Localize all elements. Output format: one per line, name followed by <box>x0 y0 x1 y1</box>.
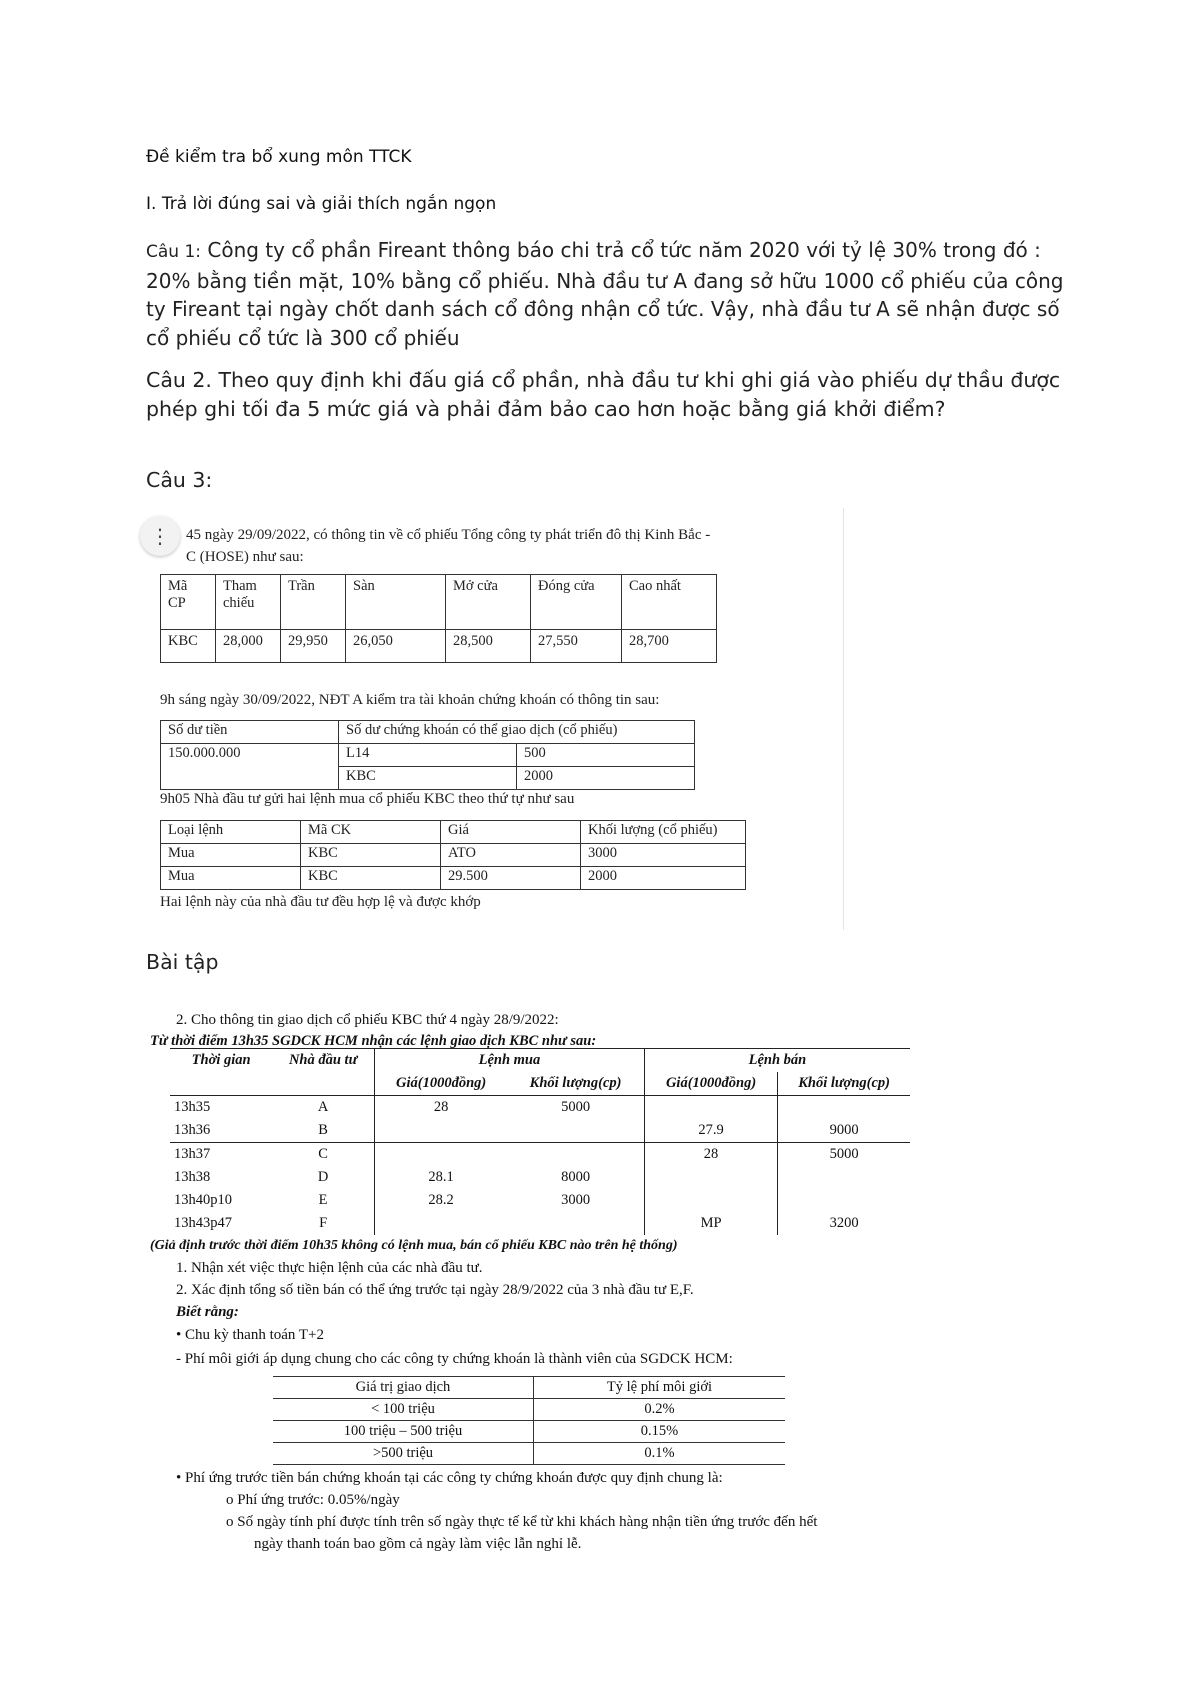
table-cell: 27.9 <box>644 1119 777 1143</box>
question-3-image <box>146 508 846 930</box>
exercise-bullet: - Phí môi giới áp dụng chung cho các công ty chứng khoán là thành viên của SGDCK HCM: <box>176 1351 733 1367</box>
table-cell: B <box>272 1119 374 1143</box>
table-cell <box>644 1096 777 1120</box>
table-cell: 2000 <box>581 867 746 890</box>
exercise-task-1: 1. Nhận xét việc thực hiện lệnh của các nhà đầu tư. <box>176 1260 483 1276</box>
table-cell: 150.000.000 <box>161 744 339 790</box>
table-cell <box>507 1119 644 1143</box>
exercise-subbullet: o Số ngày tính phí được tính trên số ngày thực tế kể từ khi khách hàng nhận tiền ứng trước đến hết <box>226 1514 818 1530</box>
image-edge <box>843 508 844 930</box>
kebab-menu-icon[interactable]: ⋮ <box>140 516 180 556</box>
table-header: Sàn <box>346 575 446 630</box>
table-cell <box>644 1166 777 1189</box>
table-header: Giá <box>441 821 581 844</box>
table-header: Số dư chứng khoán có thể giao dịch (cổ phiếu) <box>339 721 695 744</box>
table-cell: KBC <box>301 867 441 890</box>
question-2: Câu 2. Theo quy định khi đấu giá cổ phần, nhà đầu tư khi ghi giá vào phiếu dự thầu được phép ghi tối đa 5 mức giá và phải đảm bảo cao hơn hoặc bằng giá khởi điểm? <box>146 368 1061 421</box>
table-cell: 28,700 <box>622 630 717 663</box>
table-cell: Mua <box>161 844 301 867</box>
table-header: Lệnh mua <box>374 1049 644 1073</box>
table-header: Giá(1000đồng) <box>644 1072 777 1096</box>
table-cell: ATO <box>441 844 581 867</box>
order-book-table <box>170 1048 910 1235</box>
table-cell: 27,550 <box>531 630 622 663</box>
table-cell: A <box>272 1096 374 1120</box>
table-cell: 5000 <box>507 1096 644 1120</box>
table-header: Giá(1000đồng) <box>395 1075 487 1091</box>
exercise-subbullet: o Phí ứng trước: 0.05%/ngày <box>226 1492 400 1508</box>
table-cell <box>507 1212 644 1235</box>
table-cell: 100 triệu – 500 triệu <box>273 1421 534 1443</box>
table-cell: F <box>272 1212 374 1235</box>
table-cell: 28.2 <box>428 1192 454 1208</box>
table-cell: D <box>272 1166 374 1189</box>
table-cell <box>374 1143 507 1167</box>
table-cell: 13h35 <box>174 1099 211 1115</box>
table-cell: 28 <box>433 1099 449 1115</box>
table-cell <box>374 1212 507 1235</box>
exercise-heading: 2. Cho thông tin giao dịch cổ phiếu KBC thứ 4 ngày 28/9/2022: <box>176 1012 559 1028</box>
question-1-label: Câu 1: <box>146 242 202 262</box>
image-intro-line: C (HOSE) như sau: <box>186 549 304 565</box>
table-cell: 13h38 <box>174 1169 211 1185</box>
table-header: Tham chiếu <box>216 575 281 630</box>
order-table <box>160 820 746 890</box>
table-header: Số dư tiền <box>161 721 339 744</box>
table-header: Cao nhất <box>622 575 717 630</box>
table-cell: 500 <box>517 744 695 767</box>
table-cell: 0.1% <box>534 1443 786 1465</box>
table-cell: 2000 <box>517 767 695 790</box>
table-cell: 13h40p10 <box>174 1192 232 1208</box>
table-cell: >500 triệu <box>273 1443 534 1465</box>
table-cell: 13h37 <box>174 1146 211 1162</box>
table-cell: MP <box>644 1212 777 1235</box>
table-cell: 28 <box>644 1143 777 1167</box>
table-header: Tỷ lệ phí môi giới <box>534 1377 786 1399</box>
table-cell: < 100 triệu <box>273 1399 534 1421</box>
table-cell <box>778 1166 910 1189</box>
table-cell: 13h43p47 <box>174 1215 232 1231</box>
broker-fee-table <box>273 1376 785 1465</box>
table-header: Lệnh bán <box>748 1052 807 1068</box>
table-cell <box>507 1143 644 1167</box>
table-header: Đóng cửa <box>531 575 622 630</box>
account-table <box>160 720 695 790</box>
table-cell: C <box>272 1143 374 1167</box>
table-cell: 3000 <box>581 844 746 867</box>
table-cell: 28,500 <box>446 630 531 663</box>
table-cell <box>778 1189 910 1212</box>
document-title: Đề kiểm tra bổ xung môn TTCK <box>146 147 412 167</box>
table-header: Mã CP <box>161 575 216 630</box>
table-cell: 28,000 <box>216 630 281 663</box>
table-cell: 3200 <box>829 1215 859 1231</box>
image-caption: Hai lệnh này của nhà đầu tư đều hợp lệ và được khớp <box>160 894 481 910</box>
table-cell <box>374 1119 507 1143</box>
exercise-note: (Giả định trước thời điểm 10h35 không có lệnh mua, bán cổ phiếu KBC nào trên hệ thống) <box>150 1238 678 1253</box>
question-1-text: Công ty cổ phần Fireant thông báo chi trả cổ tức năm 2020 với tỷ lệ 30% trong đó : 20% bằng tiền mặt, 10% bằng cổ phiếu. Nhà đầu tư A đang sở hữu 1000 cổ phiếu của công ty Fireant tại ngày chốt danh sách cổ đông nhận cổ tức. Vậy, nhà đầu tư A sẽ nhận được số cổ phiếu cổ tức là 300 cổ phiếu <box>146 238 1064 350</box>
question-3-label: Câu 3: <box>146 468 213 492</box>
table-cell: KBC <box>301 844 441 867</box>
table-header: Khối lượng(cp) <box>798 1075 890 1091</box>
table-header: Thời gian <box>191 1052 251 1068</box>
table-header: Khối lượng(cp) <box>507 1072 644 1096</box>
table-cell: 13h36 <box>174 1122 211 1138</box>
table-cell: 5000 <box>829 1146 859 1162</box>
table-cell: 26,050 <box>346 630 446 663</box>
exercise-bullet: • Chu kỳ thanh toán T+2 <box>176 1327 325 1343</box>
table-header: Mở cửa <box>446 575 531 630</box>
table-cell <box>644 1189 777 1212</box>
table-cell: 8000 <box>507 1166 644 1189</box>
table-cell: 0.2% <box>534 1399 786 1421</box>
exercise-task-2: 2. Xác định tổng số tiền bán có thể ứng trước tại ngày 28/9/2022 của 3 nhà đầu tư E,F. <box>176 1282 694 1298</box>
table-cell <box>778 1096 910 1120</box>
exercise-section-heading: Bài tập <box>146 950 219 974</box>
table-cell: 3000 <box>507 1189 644 1212</box>
image-caption: 9h05 Nhà đầu tư gửi hai lệnh mua cổ phiếu KBC theo thứ tự như sau <box>160 791 575 807</box>
price-table <box>160 574 717 663</box>
table-cell: L14 <box>339 744 517 767</box>
image-caption: 9h sáng ngày 30/09/2022, NĐT A kiểm tra tài khoản chứng khoán có thông tin sau: <box>160 692 660 708</box>
section-heading: I. Trả lời đúng sai và giải thích ngắn ngọn <box>146 194 497 214</box>
image-intro-line: 45 ngày 29/09/2022, có thông tin về cổ phiếu Tổng công ty phát triển đô thị Kinh Bắc - <box>186 527 711 543</box>
table-cell: KBC <box>339 767 517 790</box>
table-cell: 9000 <box>829 1122 859 1138</box>
table-header: Loại lệnh <box>161 821 301 844</box>
exercise-subheading: Từ thời điểm 13h35 SGDCK HCM nhận các lệnh giao dịch KBC như sau: <box>150 1033 597 1049</box>
table-header: Nhà đầu tư <box>272 1049 374 1073</box>
table-header: Trần <box>281 575 346 630</box>
table-header: Khối lượng (cổ phiếu) <box>581 821 746 844</box>
table-header: Giá trị giao dịch <box>273 1377 534 1399</box>
table-cell: 28.1 <box>428 1169 454 1185</box>
table-cell: 29,950 <box>281 630 346 663</box>
table-cell: E <box>272 1189 374 1212</box>
exercise-image <box>150 996 910 1556</box>
table-cell: 0.15% <box>534 1421 786 1443</box>
table-cell: Mua <box>161 867 301 890</box>
image-intro <box>186 524 826 568</box>
exercise-bullet: • Phí ứng trước tiền bán chứng khoán tại các công ty chứng khoán được quy định chung là: <box>176 1470 723 1486</box>
table-cell: 29.500 <box>441 867 581 890</box>
exercise-given: Biết rằng: <box>176 1304 239 1320</box>
table-cell: KBC <box>161 630 216 663</box>
exercise-subbullet: ngày thanh toán bao gồm cả ngày làm việc lẫn nghỉ lễ. <box>254 1536 582 1552</box>
table-header: Mã CK <box>301 821 441 844</box>
question-1 <box>146 236 1086 352</box>
